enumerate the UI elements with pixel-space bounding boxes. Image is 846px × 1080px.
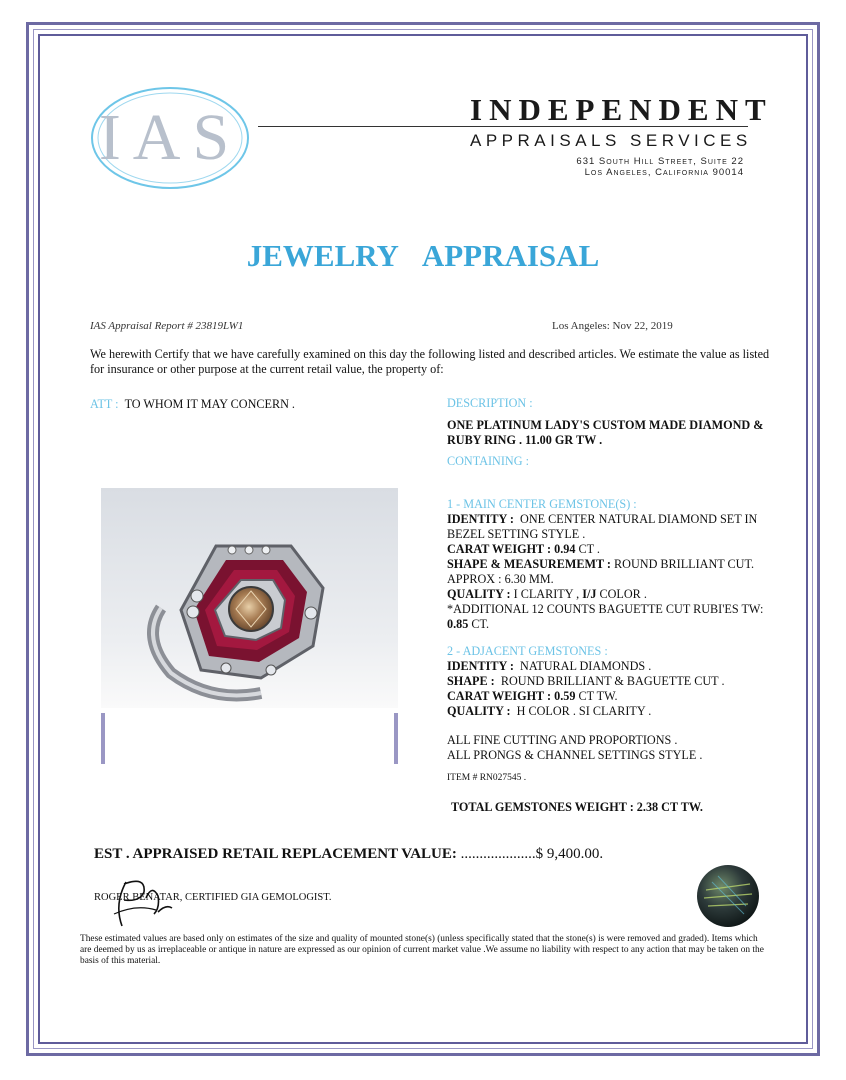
handwritten-signature-icon	[96, 874, 182, 932]
adjacent-shape-value: ROUND BRILLIANT & BAGUETTE CUT .	[500, 674, 725, 688]
main-quality-label: QUALITY :	[447, 587, 511, 601]
main-quality-clarity: I CLARITY ,	[513, 587, 580, 601]
notes-line1: ALL FINE CUTTING AND PROPORTIONS .	[447, 733, 678, 747]
main-quality	[447, 587, 787, 602]
adjacent-shape	[447, 674, 787, 689]
company-address-line1: 631 South Hill Street, Suite 22	[576, 156, 744, 167]
company-address-line2: Los Angeles, California 90014	[584, 167, 744, 178]
attention-value: TO WHOM IT MAY CONCERN .	[124, 397, 295, 411]
hologram-seal-icon	[696, 864, 760, 928]
adjacent-shape-label: SHAPE :	[447, 674, 495, 688]
main-carat	[447, 542, 787, 557]
adjacent-identity-label: IDENTITY :	[447, 659, 514, 673]
main-additional-text: *ADDITIONAL 12 COUNTS BAGUETTE CUT RUBI'ES TW:	[447, 602, 764, 616]
ring-image-icon	[101, 488, 398, 764]
adjacent-carat-value: 0.59	[554, 689, 576, 703]
notes-line2: ALL PRONGS & CHANNEL SETTINGS STYLE .	[447, 748, 703, 762]
main-identity-label: IDENTITY :	[447, 512, 514, 526]
item-number: ITEM # RN027545 .	[447, 773, 527, 783]
attention-label: ATT :	[90, 397, 119, 411]
estimated-value-amount: $ 9,400.00.	[535, 846, 604, 862]
main-identity	[447, 512, 787, 542]
containing-label: CONTAINING :	[447, 454, 529, 468]
disclaimer-text: These estimated values are based only on estimates of the size and quality of mounted stone(s) (unless specifically stated that the stone(s) is were removed and graded). Items which are deemed by us as irreplaceable or antique in nature are expressed as our opinion of current market value .We assume no liability with respect to any action that may be taken on the basis of this material.	[80, 934, 764, 966]
adjacent-identity-value: NATURAL DIAMONDS .	[520, 659, 652, 673]
logo-letters: IAS	[98, 101, 242, 174]
report-number: IAS Appraisal Report # 23819LW1	[90, 320, 244, 332]
main-additional-value: 0.85	[447, 617, 469, 631]
main-stone-header: 1 - MAIN CENTER GEMSTONE(S) :	[447, 497, 637, 511]
main-identity-value: ONE CENTER NATURAL DIAMOND SET IN BEZEL SETTING STYLE .	[447, 512, 758, 541]
main-quality-suffix: COLOR .	[599, 587, 647, 601]
certification-statement: We herewith Certify that we have carefully examined on this day the following listed and described articles. We estimate the value as listed for insurance or other purpose at the current retail value, the property of:	[90, 347, 770, 376]
description-label: DESCRIPTION :	[447, 396, 533, 410]
main-shape-value: ROUND BRILLIANT CUT. APPROX : 6.30 MM.	[447, 557, 755, 586]
main-additional	[447, 602, 787, 632]
estimated-value-line	[94, 846, 603, 863]
company-name: INDEPENDENT	[470, 92, 773, 127]
adjacent-identity	[447, 659, 787, 674]
total-weight: TOTAL GEMSTONES WEIGHT : 2.38 CT TW.	[451, 800, 703, 814]
ias-logo	[86, 82, 254, 194]
company-subtitle: APPRAISALS SERVICES	[470, 131, 752, 150]
adjacent-quality-value: H COLOR . SI CLARITY .	[516, 704, 652, 718]
main-additional-unit: CT.	[471, 617, 490, 631]
signer-name: ROGER BENATAR, CERTIFIED GIA GEMOLOGIST.	[94, 892, 332, 903]
estimated-value-label: EST . APPRAISED RETAIL REPLACEMENT VALUE:	[94, 846, 461, 862]
main-shape	[447, 557, 787, 587]
adjacent-carat	[447, 689, 787, 704]
adjacent-header: 2 - ADJACENT GEMSTONES :	[447, 644, 608, 658]
description-column	[447, 396, 787, 815]
ring-photo	[101, 488, 398, 764]
adjacent-carat-label: CARAT WEIGHT :	[447, 689, 552, 703]
adjacent-quality-label: QUALITY :	[447, 704, 511, 718]
attention-line	[90, 397, 295, 412]
estimated-value-dots: ....................	[460, 846, 536, 862]
description-text: ONE PLATINUM LADY'S CUSTOM MADE DIAMOND & RUBY RING . 11.00 GR TW .	[447, 418, 764, 447]
report-location-date: Los Angeles: Nov 22, 2019	[552, 320, 673, 332]
main-carat-unit: CT .	[578, 542, 600, 556]
main-carat-label: CARAT WEIGHT :	[447, 542, 552, 556]
adjacent-carat-unit: CT TW.	[578, 689, 618, 703]
adjacent-quality	[447, 704, 787, 719]
main-quality-color: I/J	[582, 587, 597, 601]
document-title: JEWELRY APPRAISAL	[246, 238, 600, 273]
main-carat-value: 0.94	[554, 542, 576, 556]
main-shape-label: SHAPE & MEASUREMEMT :	[447, 557, 611, 571]
